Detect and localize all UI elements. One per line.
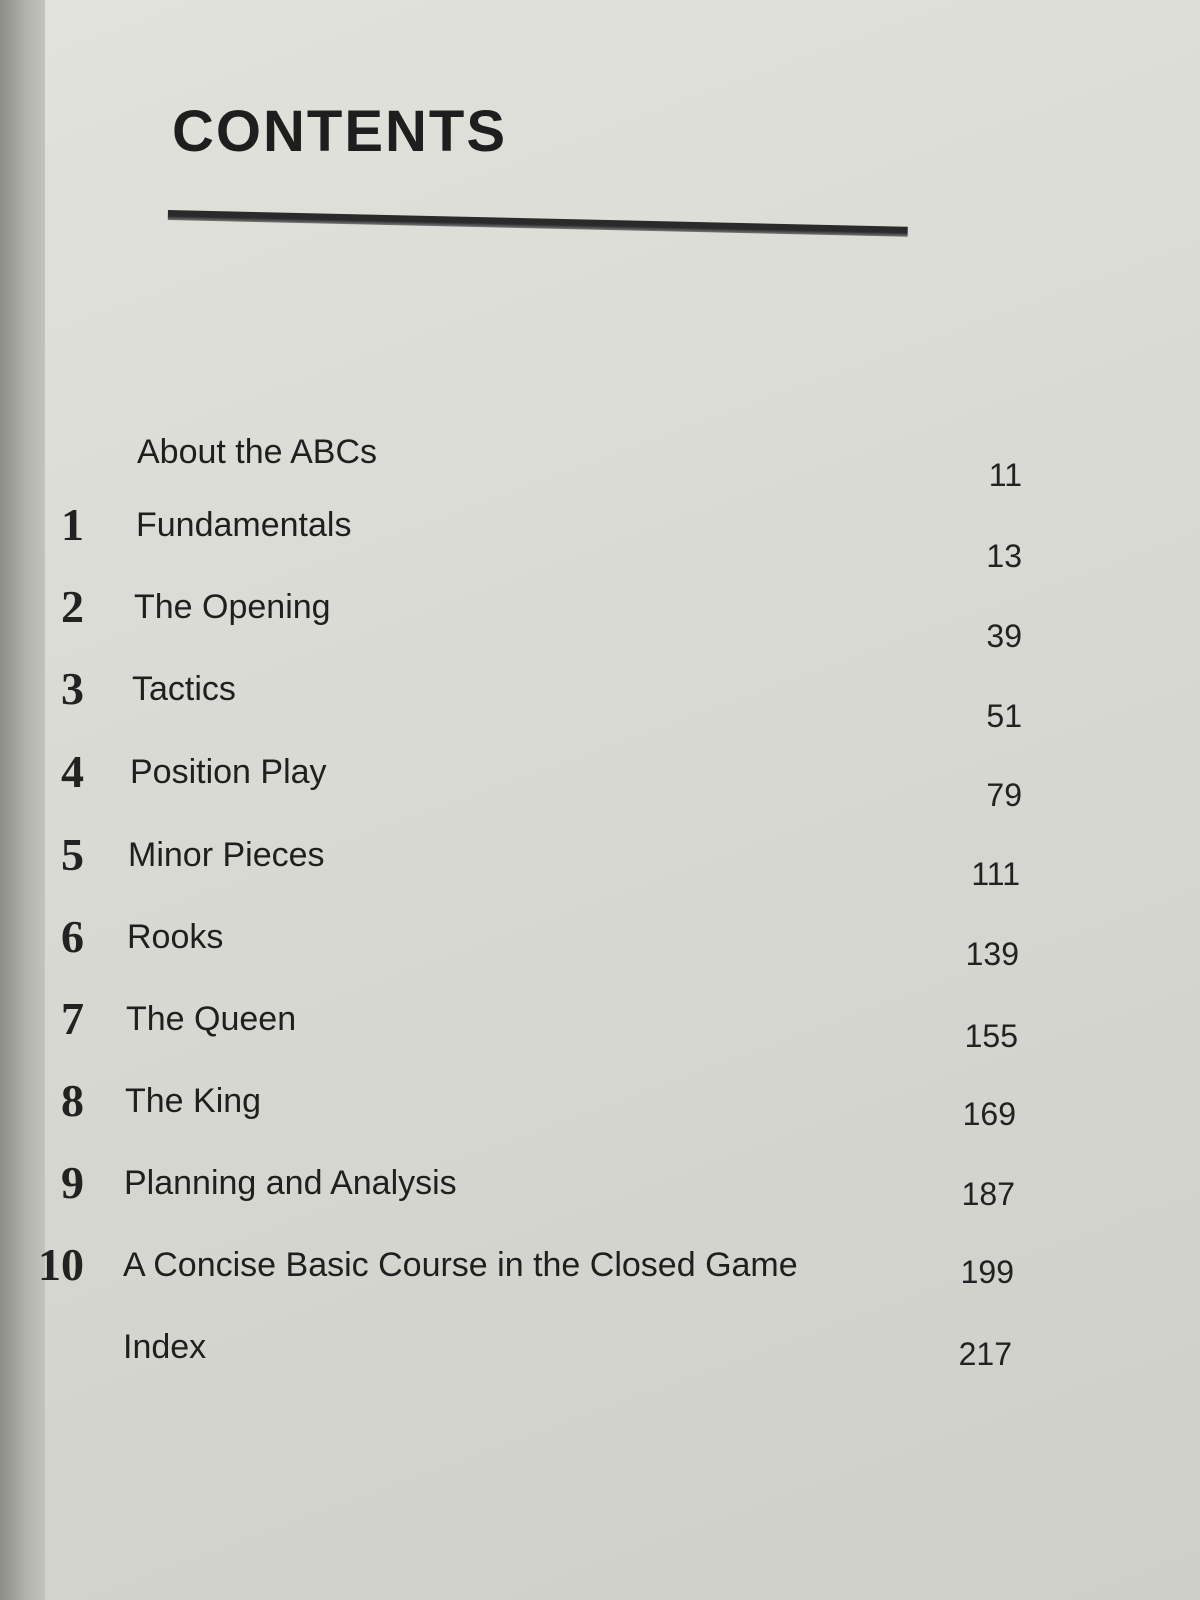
chapter-title: Position Play: [130, 753, 327, 791]
toc-entry: [0, 828, 1100, 892]
page-number: 111: [971, 856, 1020, 892]
toc-entry: [0, 992, 1100, 1052]
page-title: CONTENTS: [172, 99, 507, 164]
chapter-number: 9: [61, 1157, 84, 1208]
toc-entry: [0, 1320, 1100, 1380]
chapter-number: 7: [61, 993, 84, 1044]
toc-entry: [0, 662, 1100, 734]
chapter-title: Index: [123, 1328, 207, 1366]
page-number: 11: [988, 457, 1022, 493]
page-number: 51: [986, 698, 1022, 734]
chapter-title: Minor Pieces: [128, 836, 325, 874]
chapter-title: Planning and Analysis: [124, 1164, 457, 1202]
chapter-title: Fundamentals: [136, 506, 352, 544]
chapter-number: 6: [61, 911, 84, 962]
chapter-title: A Concise Basic Course in the Closed Game: [123, 1246, 798, 1284]
chapter-title: Rooks: [127, 918, 224, 956]
chapter-number: 4: [61, 746, 84, 797]
chapter-title: The Opening: [134, 588, 331, 626]
toc-entry: [0, 745, 1100, 813]
chapter-title: The Queen: [126, 1000, 297, 1038]
page-number: 139: [965, 936, 1019, 972]
chapter-number: 8: [61, 1075, 84, 1126]
page-number: 13: [986, 538, 1022, 574]
chapter-title: Tactics: [132, 670, 236, 708]
page-number: 217: [958, 1336, 1012, 1372]
toc-entry: [0, 1074, 1100, 1134]
toc-entry: [0, 425, 1100, 493]
chapter-title: About the ABCs: [137, 433, 378, 471]
chapter-number: 5: [61, 829, 84, 880]
page-number: 39: [986, 618, 1022, 654]
page-number: 79: [986, 777, 1022, 813]
chapter-number: 10: [38, 1239, 84, 1290]
page-number: 169: [962, 1096, 1016, 1132]
chapter-number: 1: [61, 499, 84, 550]
toc-entry: [0, 580, 1100, 654]
chapter-number: 2: [61, 581, 84, 632]
toc-entry: [0, 1238, 1100, 1298]
chapter-number: 3: [61, 663, 84, 714]
page-number: 187: [961, 1176, 1015, 1212]
chapter-title: The King: [125, 1082, 262, 1120]
page-number: 155: [964, 1018, 1018, 1054]
toc-entry: [0, 1156, 1100, 1216]
page-number: 199: [960, 1254, 1014, 1290]
toc-entry: [0, 910, 1100, 970]
toc-entry: [0, 498, 1100, 574]
